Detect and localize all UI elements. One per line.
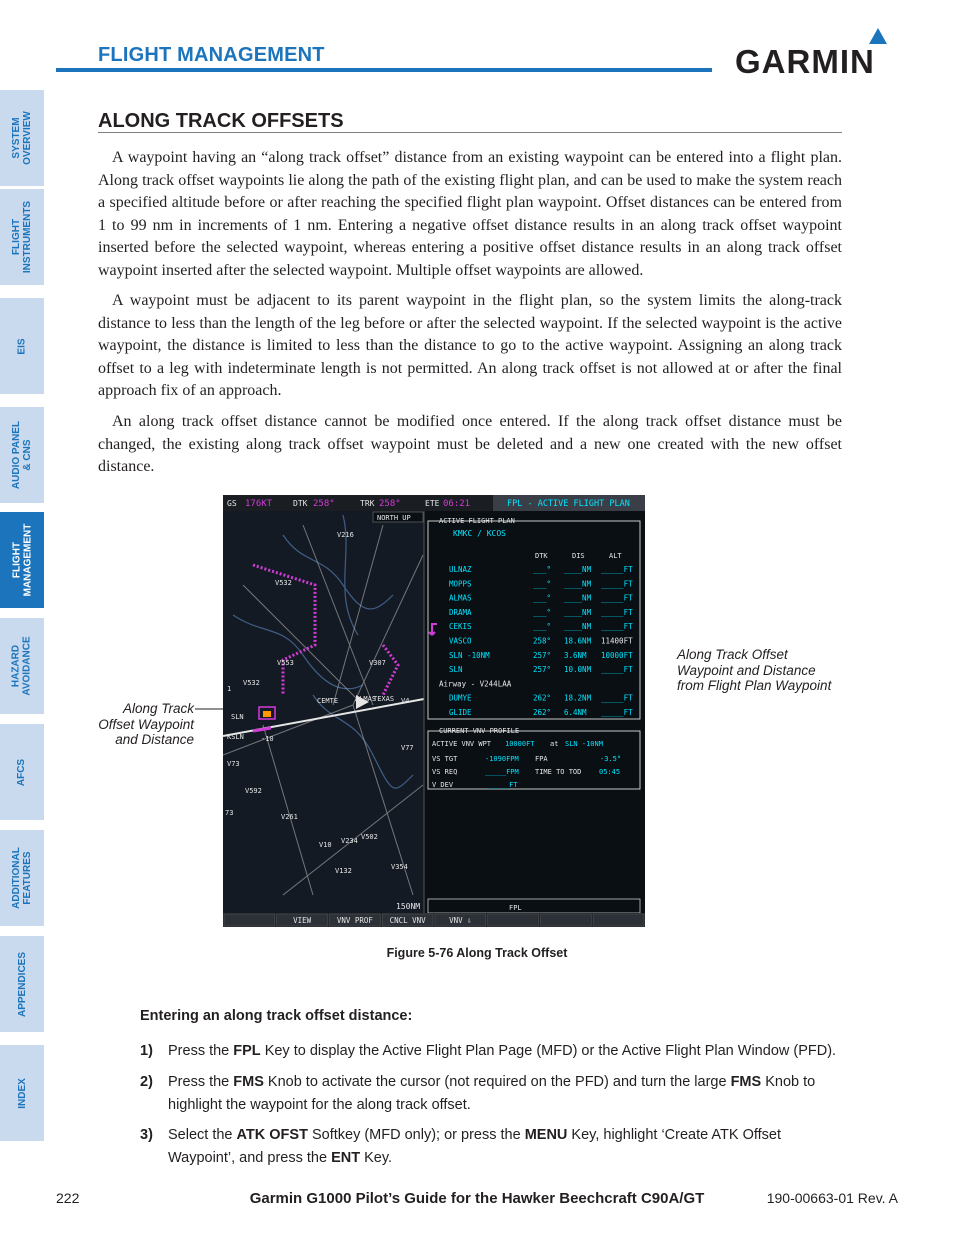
map-label: V354 [391,863,408,871]
step-number: 2) [140,1074,153,1090]
fpl-row-wpt[interactable]: CEKIS [449,622,472,632]
map-label: V592 [245,787,262,795]
tab-index[interactable] [0,1045,44,1141]
softkey-label: VIEW [293,916,312,925]
map-label: V502 [361,833,378,841]
map-label: V553 [277,659,294,667]
softkey-label: CNCL VNV [389,916,426,925]
softkey[interactable] [224,914,275,926]
vs-req-label: VS REQ [432,768,458,776]
fpl-row-dis[interactable]: 10.0NM [564,665,592,675]
tab-label: AFCS [16,758,28,786]
softkey[interactable] [593,914,644,926]
fpl-row-alt[interactable]: _____FT [601,565,633,574]
footer-title: Garmin G1000 Pilot’s Guide for the Hawker Beechcraft C90A/GT [249,1190,705,1207]
col-dtk: DTK [535,552,548,560]
map-label: V261 [281,813,298,821]
callout-right: Along Track Offset Waypoint and Distance from Flight Plan Waypoint [677,647,832,693]
vnv-active-label: ACTIVE VNV WPT [432,740,492,748]
step-number: 1) [140,1043,153,1059]
fpl-row-dis[interactable]: 6.4NM [564,708,587,717]
step-text: Select the ATK OFST Softkey (MFD only); or press the MENU Key, highlight ‘Create ATK Offset Waypoint’, and press the ENT Key. [168,1127,781,1166]
step-3 [140,1124,842,1169]
section-title: ALONG TRACK OFFSETS [98,110,344,132]
fpl-row-wpt[interactable]: GLIDE [449,708,472,717]
garmin-logo [735,28,900,81]
fpl-row-alt[interactable]: 10000FT [601,650,633,660]
trk-value: 258° [379,499,401,509]
fpl-row-wpt[interactable]: MOPPS [449,579,472,589]
map-label: V532 [275,579,292,587]
ttt-value: 05:45 [599,768,621,776]
ete-label: ETE [425,499,440,508]
softkey-label: VNV PROF [336,916,373,925]
vdev-value: _____FT [488,781,518,789]
fpl-row-alt[interactable]: _____FT [601,665,633,675]
tab-additional-features[interactable] [0,830,44,926]
step-number: 3) [140,1127,153,1143]
fpl-row-dtk[interactable]: ___° [533,622,552,632]
vs-tgt-value: -1090FPM [485,755,519,763]
fpl-row-alt[interactable]: _____FT [601,622,633,632]
tab-label: SYSTEM OVERVIEW [11,111,33,165]
map-label: TEXAS [373,695,395,703]
fpl-row-dis[interactable]: ____NM [564,593,592,603]
softkey-label: VNV ⇩ [449,916,472,925]
map-label: V73 [227,760,240,768]
fpl-row-alt[interactable]: _____FT [601,579,633,589]
fpl-row-dtk[interactable]: ___° [533,579,552,589]
map-label: V234 [341,837,358,845]
fpl-row-dtk[interactable]: ___° [533,565,552,574]
section-rule [98,132,842,133]
map-label: 73 [225,809,234,817]
tab-label: EIS [16,337,28,355]
fpl-row-alt[interactable]: _____FT [601,708,633,717]
chapter-title: FLIGHT MANAGEMENT [98,44,325,66]
fpl-row-dtk[interactable]: ___° [533,593,552,603]
garmin-wordmark: GARMIN [735,43,875,76]
fpl-row-wpt[interactable]: SLN [449,665,463,675]
map-label: 1 [227,685,232,693]
ttt-label: TIME TO TOD [535,768,582,776]
softkey[interactable] [541,914,592,926]
tab-label: APPENDICES [16,951,28,1017]
step-text: Press the FPL Key to display the Active Flight Plan Page (MFD) or the Active Flight Plan Window (PFD). [168,1043,837,1059]
gs-label: GS [227,499,237,508]
fpl-row-alt[interactable]: _____FT [601,593,633,603]
fpl-row-alt[interactable]: _____FT [601,693,633,703]
map-label: V4 [401,697,410,705]
fpl-row-wpt[interactable]: ALMAS [449,593,472,603]
tab-flight-management[interactable] [0,512,44,608]
route-text: KMKC / KCOS [453,529,506,538]
fpl-row-wpt[interactable]: VASCO [449,636,472,646]
softkey[interactable] [488,914,539,926]
step-2 [140,1071,842,1116]
tab-label: FLIGHT MANAGEMENT [11,523,33,597]
fpa-label: FPA [535,755,548,763]
dtk-label: DTK [293,499,308,508]
gs-value: 176KT [245,499,273,509]
active-fpl-header: ACTIVE FLIGHT PLAN [439,517,515,525]
map-label: V132 [335,867,352,875]
fpl-row-dis[interactable]: ____NM [564,565,592,574]
fpl-row-dtk[interactable]: 257° [533,650,552,660]
vdev-label: V DEV [432,781,454,789]
map-label: CEMTE [317,697,339,705]
tab-audio-panel[interactable] [0,407,44,503]
tab-flight-instruments[interactable] [0,189,44,285]
fpl-row-alt[interactable]: 11400FT [601,636,633,646]
fpa-value: -3.5° [600,755,622,763]
mfd-screen [223,495,645,927]
tab-label: AUDIO PANEL & CNS [11,420,33,490]
fpl-small: FPL [509,904,522,912]
fpl-row-dtk[interactable]: 258° [533,636,552,646]
tab-eis[interactable] [0,298,44,394]
col-dis: DIS [572,552,585,560]
tab-label: INDEX [16,1077,28,1109]
paragraph-1: A waypoint having an “along track offset” distance from an existing waypoint can be entered into a flight plan. Along track offset waypoints lie along the path of the existing flight plan, and can be used to make the system reach a specified altitude before or after reaching the specified flight plan waypoint. Offset distances can be entered from 1 to 99 nm in increments of 1 nm. Entering a negative offset distance results in an along track offset waypoint inserted before the selected waypoint, whereas entering a positive offset distance results in an along track offset waypoint inserted after the selected waypoint. Multiple offset waypoints are allowed. [98,149,842,279]
fpl-row-dtk[interactable]: 262° [533,708,552,717]
fpl-row-dis[interactable]: ____NM [564,622,592,632]
fpl-row-dis[interactable]: ____NM [564,607,592,617]
vnv-active-wpt: SLN -10NM [565,740,603,748]
fpl-row-dis[interactable]: 18.2NM [564,693,592,703]
tab-label: HAZARD AVOIDANCE [11,636,34,696]
trk-label: TRK [360,499,375,508]
tab-system-overview[interactable] [0,90,44,186]
fpl-row-dtk[interactable]: ___° [533,607,552,617]
map-label: ALMAS [355,695,377,703]
vs-req-value: _____FPM [485,768,519,776]
map-label: V532 [243,679,260,687]
step-1 [140,1040,842,1063]
vnv-active-value: 10000FT [505,740,535,748]
map-label: KSLN [227,733,244,741]
map-label: V77 [401,744,414,752]
map-label: V10 [319,841,332,849]
map-label: SLN [231,713,244,721]
fpl-row-wpt[interactable]: Airway - V244LAA [439,679,512,689]
paragraph-3: An along track offset distance cannot be modified once entered. If the along track offset distance must be changed, the existing along track offset waypoint must be deleted and a new one created with the new offset distance. [98,413,842,475]
dtk-value: 258° [313,499,335,509]
footer-doc-number: 190-00663-01 Rev. A [766,1190,898,1206]
tab-label: FLIGHT INSTRUMENTS [11,200,34,274]
fpl-row-dtk[interactable]: 262° [533,693,552,703]
procedure-title: Entering an along track offset distance: [140,1008,413,1024]
vs-tgt-label: VS TGT [432,755,458,763]
vnv-at: at [550,740,559,748]
tab-hazard-avoidance[interactable] [0,618,44,714]
col-alt: ALT [609,552,622,560]
paragraph-2: A waypoint must be adjacent to its parent waypoint in the flight plan, so the system limits the along-track distance to less than the length of the leg before or after the selected waypoint. If the selected waypoint is the active waypoint, the distance is limited to less than the distance to go to the active waypoint. Assigning an along track offset to a leg with indeterminate length is not permitted. An along track offset is not allowed at or after the final approach fix of an approach. [98,292,842,399]
fpl-row-dtk[interactable]: 257° [533,665,552,675]
fpl-row-wpt[interactable]: DRAMA [449,607,472,617]
ete-value: 06:21 [443,499,471,509]
tab-afcs[interactable] [0,724,44,820]
callout-left: Along Track Offset Waypoint and Distance [98,701,194,747]
figure-caption: Figure 5-76 Along Track Offset [386,946,568,960]
vnv-title: CURRENT VNV PROFILE [439,727,520,735]
fpl-row-wpt[interactable]: SLN -10NM [449,650,490,660]
header-rule [56,68,712,72]
north-up-label: NORTH UP [377,514,411,522]
fpl-row-dis[interactable]: 3.6NM [564,650,587,660]
tab-label: ADDITIONAL FEATURES [11,847,34,909]
range-label: 150NM [396,902,421,911]
fpl-page-title: FPL - ACTIVE FLIGHT PLAN [507,499,630,509]
fpl-row-dis[interactable]: ____NM [564,579,592,589]
fpl-row-dis[interactable]: 18.6NM [564,636,592,646]
mfd-svg [223,495,645,927]
map-label: V307 [369,659,386,667]
fpl-row-alt[interactable]: _____FT [601,607,633,617]
map-label: -10 [261,735,274,743]
map-label: V216 [337,531,354,539]
fpl-row-wpt[interactable]: ULNAZ [449,565,472,574]
step-text: Press the FMS Knob to activate the cursor (not required on the PFD) and turn the large FMS Knob to highlight the waypoint for the along track offset. [168,1074,816,1113]
page-number: 222 [56,1190,80,1206]
fpl-row-wpt[interactable]: DUMYE [449,693,472,703]
